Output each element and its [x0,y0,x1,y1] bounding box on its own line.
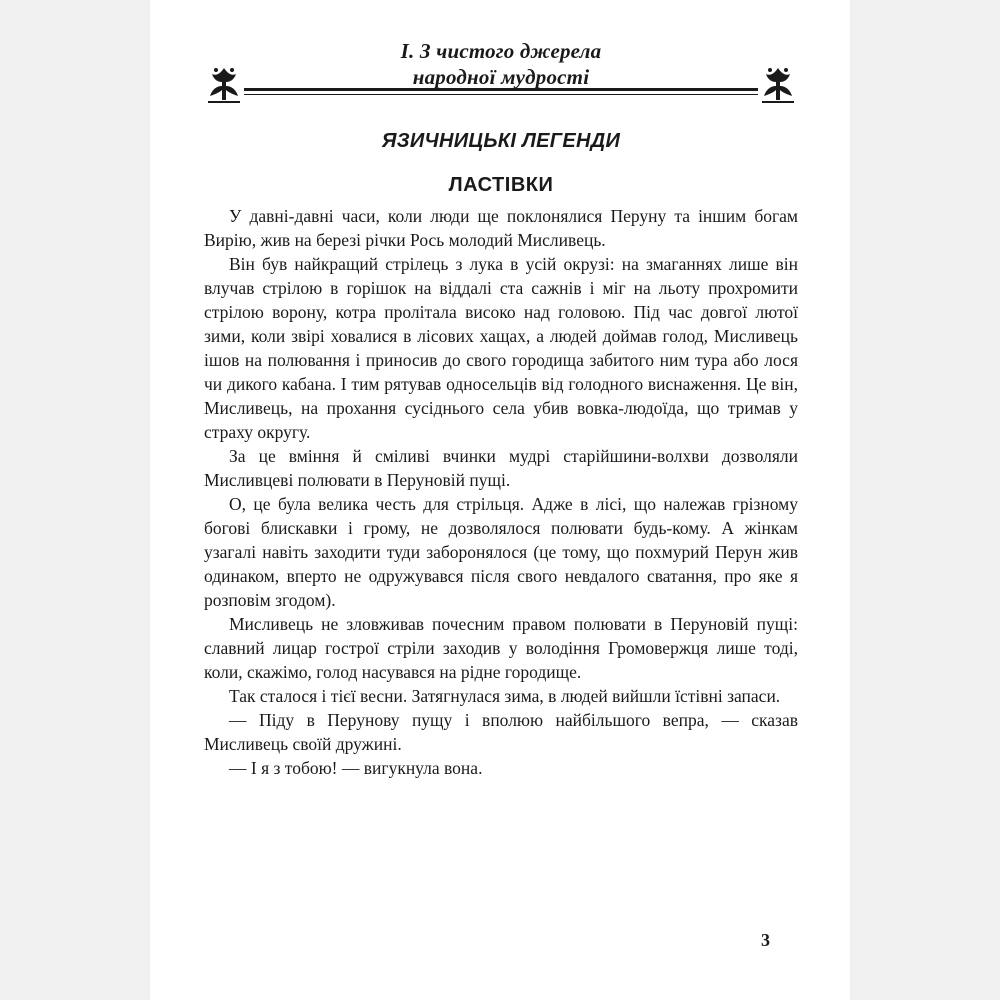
floral-ornament-icon [760,64,796,104]
chapter-title-line1: І. З чистого джерела [400,39,602,63]
paragraph: Він був найкращий стрілець з лука в усій окрузі: на змаганнях лише він влучав стрілою в горішок на віддалі ста сажнів і міг на льоту прохромити стрілою ворону, котра пролітала високо над головою. Під час довгої лютої зими, коли звірі ховалися в лісових хащах, а людей доймав голод, Мисливець ішов на полювання і приносив до свого городища забитого ним тура або лося чи дикого кабана. І тим рятував односельців від голодного виснаження. Це він, Мисливець, на прохання сусіднього села убив вовка-людоїда, що тримав у страху округу. [204,254,798,442]
story-title: ЛАСТІВКИ [448,174,554,196]
section-title: ЯЗИЧНИЦЬКІ ЛЕГЕНДИ [381,130,621,152]
paragraph: — Піду в Перунову пущу і вполюю найбільшого вепра, — сказав Мисливець своїй дружині. [204,710,798,754]
paragraph: Мисливець не зловживав почесним правом полювати в Перуновій пущі: славний лицар гострої стріли заходив у володіння Громовержця лише тоді, коли, скажімо, голод насувався на рідне городище. [204,614,798,682]
paragraph: О, це була велика честь для стрільця. Адже в лісі, що належав грізному богові блискавки і грому, не дозволялося полювати будь-кому. А жінкам узагалі навіть заходити туди заборонялося (це тому, що похмурий Перун жив одинаком, вперто не одружувався після свого невдалого сватання, про яке я розповім згодом). [204,494,798,610]
paragraph: У давні-давні часи, коли люди ще поклонялися Перуну та іншим богам Вирію, жив на березі річки Рось молодий Мисливець. [204,206,798,250]
story-body [204,204,798,780]
header-rule [244,88,758,91]
paragraph: Так сталося і тієї весни. Затягнулася зима, в людей вийшли їстівні запаси. [229,686,781,706]
page-number: 3 [761,930,770,950]
chapter-title [204,38,798,90]
book-page [150,0,850,1000]
chapter-title-line2: народної мудрості [412,65,590,89]
chapter-header [204,30,798,105]
header-rule-thin [244,94,758,95]
paragraph: За це вміння й сміливі вчинки мудрі старійшини-волхви дозволяли Мисливцеві полювати в Перуновій пущі. [204,446,798,490]
paragraph: — І я з тобою! — вигукнула вона. [229,758,483,778]
